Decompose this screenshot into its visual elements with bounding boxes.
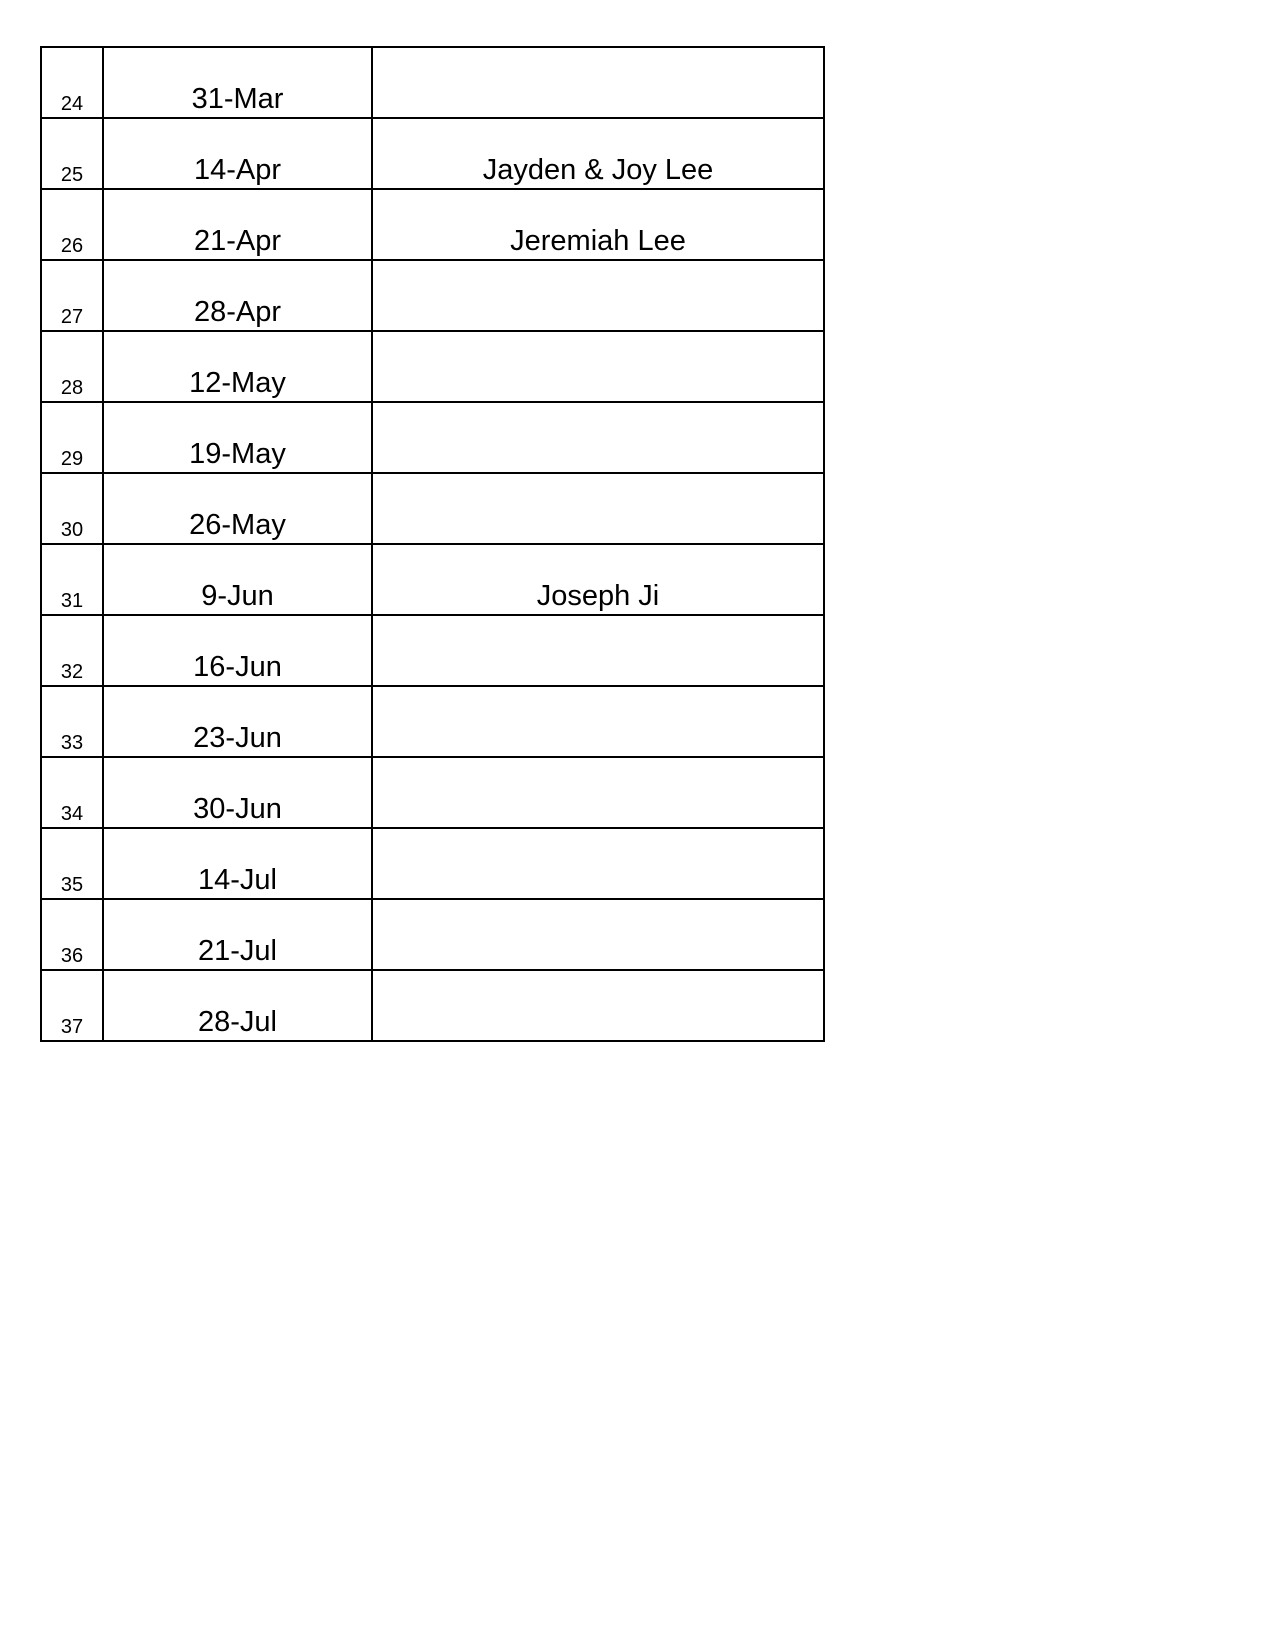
table-row <box>41 47 824 118</box>
table-row <box>41 331 824 402</box>
date-cell: 14-Apr <box>103 118 372 189</box>
name-cell <box>372 615 824 686</box>
date-cell: 16-Jun <box>103 615 372 686</box>
row-number-cell: 27 <box>41 260 103 331</box>
row-number-cell: 30 <box>41 473 103 544</box>
row-number-cell: 24 <box>41 47 103 118</box>
date-cell: 12-May <box>103 331 372 402</box>
table-row <box>41 544 824 615</box>
table-row <box>41 473 824 544</box>
row-number-cell: 25 <box>41 118 103 189</box>
row-number-cell: 29 <box>41 402 103 473</box>
table-row <box>41 260 824 331</box>
name-cell <box>372 260 824 331</box>
date-cell: 21-Apr <box>103 189 372 260</box>
table-row <box>41 118 824 189</box>
row-number-cell: 37 <box>41 970 103 1041</box>
table-row <box>41 970 824 1041</box>
name-cell <box>372 686 824 757</box>
table-row <box>41 899 824 970</box>
schedule-table <box>40 46 825 1042</box>
date-cell: 9-Jun <box>103 544 372 615</box>
table-row <box>41 828 824 899</box>
name-cell <box>372 899 824 970</box>
row-number-cell: 36 <box>41 899 103 970</box>
date-cell: 30-Jun <box>103 757 372 828</box>
date-cell: 31-Mar <box>103 47 372 118</box>
name-cell <box>372 331 824 402</box>
table-row <box>41 757 824 828</box>
date-cell: 21-Jul <box>103 899 372 970</box>
name-cell <box>372 47 824 118</box>
name-cell <box>372 828 824 899</box>
name-cell: Jayden & Joy Lee <box>372 118 824 189</box>
table-row <box>41 686 824 757</box>
row-number-cell: 32 <box>41 615 103 686</box>
row-number-cell: 26 <box>41 189 103 260</box>
date-cell: 23-Jun <box>103 686 372 757</box>
row-number-cell: 31 <box>41 544 103 615</box>
name-cell: Joseph Ji <box>372 544 824 615</box>
table-row <box>41 189 824 260</box>
row-number-cell: 35 <box>41 828 103 899</box>
name-cell <box>372 970 824 1041</box>
schedule-table-body <box>41 47 824 1041</box>
row-number-cell: 28 <box>41 331 103 402</box>
row-number-cell: 34 <box>41 757 103 828</box>
date-cell: 28-Jul <box>103 970 372 1041</box>
name-cell <box>372 473 824 544</box>
name-cell <box>372 757 824 828</box>
name-cell: Jeremiah Lee <box>372 189 824 260</box>
row-number-cell: 33 <box>41 686 103 757</box>
table-row <box>41 402 824 473</box>
date-cell: 26-May <box>103 473 372 544</box>
name-cell <box>372 402 824 473</box>
date-cell: 19-May <box>103 402 372 473</box>
table-row <box>41 615 824 686</box>
date-cell: 28-Apr <box>103 260 372 331</box>
date-cell: 14-Jul <box>103 828 372 899</box>
